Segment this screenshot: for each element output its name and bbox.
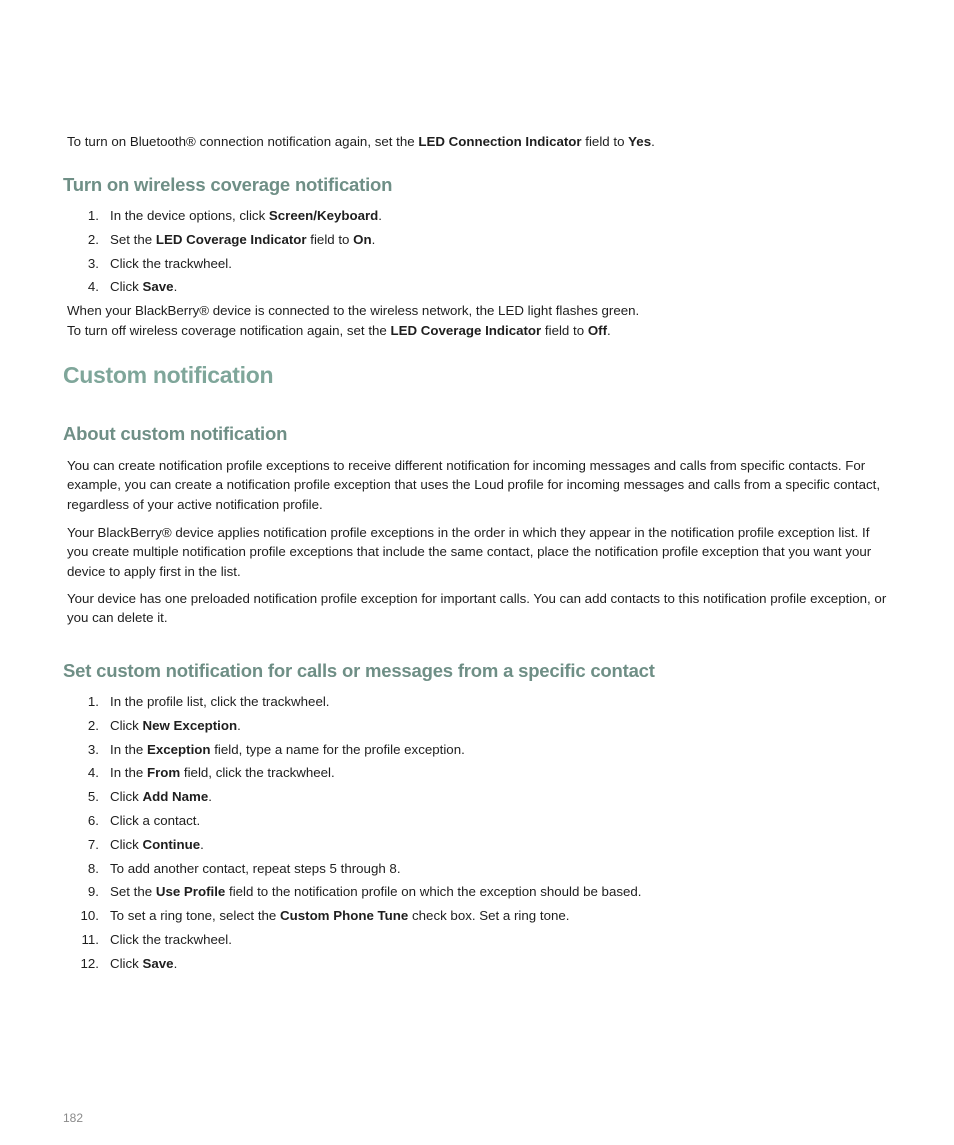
step-text: Set the LED Coverage Indicator field to On.: [110, 231, 376, 247]
step-number: 11.: [81, 931, 99, 947]
step-number: 9.: [87, 884, 99, 900]
wireless-off-note: To turn off wireless coverage notification again, set the LED Coverage Indicator field to Off.: [67, 323, 611, 338]
step-text: In the device options, click Screen/Keyboard.: [110, 208, 382, 223]
step-number: 8.: [87, 860, 99, 876]
step-text: Click Add Name.: [110, 789, 212, 805]
step-number: 2.: [87, 231, 99, 247]
step-number: 5.: [87, 789, 99, 805]
step-number: 1.: [87, 694, 99, 709]
step-text: Click a contact.: [110, 812, 201, 828]
about-paragraph-2: Your BlackBerry® device applies notification profile exceptions in the order in which they appear in the notification profile exception list. If you create multiple notification profile exceptions that include the same contact, place the notification profile exception that you want your device to apply first in the list.: [67, 525, 872, 579]
step-text: Click Save.: [110, 279, 178, 295]
page-number: 182: [63, 1111, 84, 1125]
step-text: To set a ring tone, select the Custom Phone Tune check box. Set a ring tone.: [110, 908, 570, 924]
wireless-heading: Turn on wireless coverage notification: [63, 174, 393, 195]
bluetooth-note: [67, 132, 893, 151]
about-paragraph-1: You can create notification profile exceptions to receive different notification for incoming messages and calls from specific contacts. For example, you can create a notification profile exception that uses the Loud profile for incoming messages and calls from a specific contact, regardless of your active notification profile.: [67, 458, 881, 512]
step-text: Set the Use Profile field to the notification profile on which the exception should be based.: [110, 884, 642, 900]
step-text: Click New Exception.: [110, 717, 241, 733]
step-number: 3.: [87, 255, 99, 271]
about-heading: About custom notification: [63, 423, 288, 444]
step-number: 7.: [87, 836, 99, 852]
text-run: field to: [581, 134, 629, 149]
step-number: 4.: [87, 765, 99, 781]
ui-term: LED Connection Indicator: [418, 134, 582, 149]
step-number: 3.: [87, 741, 99, 757]
step-number: 2.: [87, 717, 99, 733]
step-text: Click Save.: [110, 955, 178, 971]
step-number: 1.: [87, 208, 99, 223]
text-run: To turn on Bluetooth® connection notification again, set the: [67, 134, 419, 149]
step-number: 10.: [80, 908, 99, 924]
about-paragraph-3: Your device has one preloaded notification profile exception for important calls. You can add contacts to this notification profile exception, or you can delete it.: [67, 591, 887, 626]
step-text: Click the trackwheel.: [110, 255, 232, 271]
step-text: In the From field, click the trackwheel.: [110, 765, 335, 781]
custom-notification-title: Custom notification: [63, 362, 274, 388]
step-text: Click the trackwheel.: [110, 931, 232, 947]
step-text: In the profile list, click the trackwheel.: [110, 694, 330, 709]
step-number: 12.: [80, 955, 99, 971]
step-number: 4.: [87, 279, 99, 295]
step-text: Click Continue.: [110, 836, 204, 852]
ui-term: Yes: [628, 134, 652, 149]
step-number: 6.: [87, 812, 99, 828]
text-run: .: [651, 134, 655, 149]
wireless-result-note: When your BlackBerry® device is connected to the wireless network, the LED light flashes green.: [67, 303, 640, 318]
step-text: To add another contact, repeat steps 5 through 8.: [110, 860, 401, 876]
set-custom-heading: Set custom notification for calls or messages from a specific contact: [63, 660, 655, 681]
step-text: In the Exception field, type a name for the profile exception.: [110, 741, 465, 757]
